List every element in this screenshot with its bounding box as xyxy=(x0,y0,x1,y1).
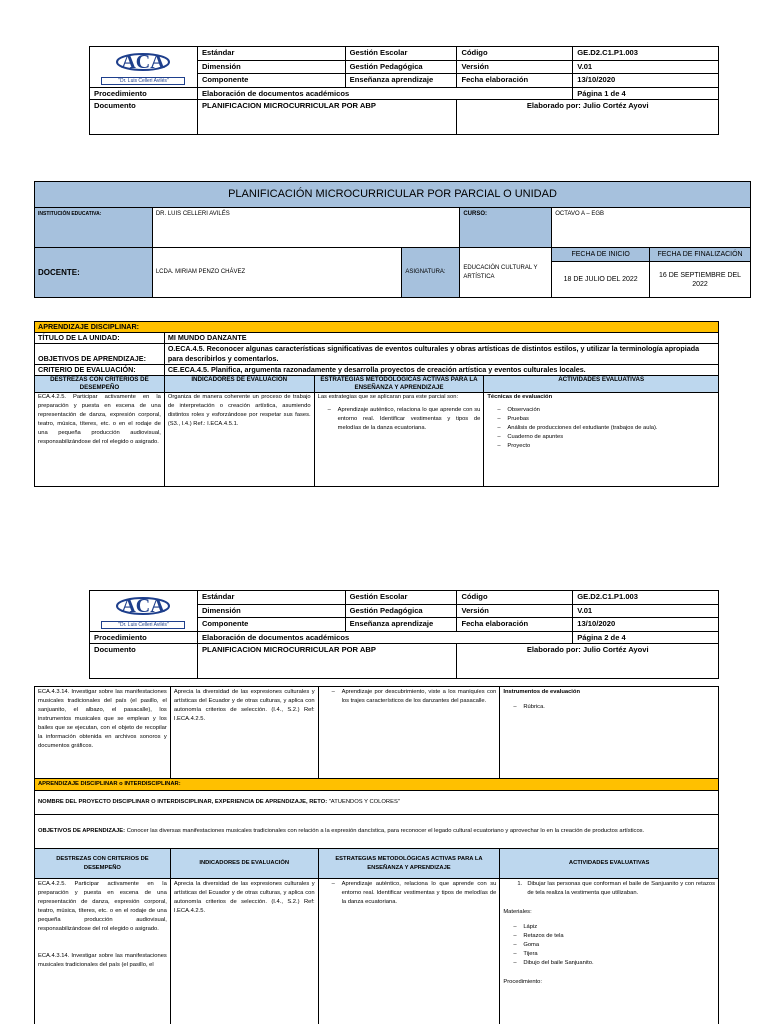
material-item: – Goma xyxy=(513,941,715,950)
destreza-item: ECA.4.2.5. Participar activamente en la preparación y puesta en escena de una representación de danza, expresión corporal, teatro, música, títeres, etc. o en el rodaje de una pequeña producción audiovisual, responsabilizándose del rol elegido o asigrado. xyxy=(38,881,167,932)
estrategia-item: – Aprendizaje auténtico, relaciona lo que aprende con su entorno real. Identificar vestimentas y tipos de melodías de la danza ecuatoriana. xyxy=(328,406,481,433)
codigo-label: Código xyxy=(457,47,573,61)
fecha-elaboracion-value: 13/10/2020 xyxy=(573,74,719,88)
indicador-cell: Aprecia la diversidad de las expresiones culturales y artísticas del Ecuador y de otras culturas, y aplica con autonomía criterios de selección. (I.4., S.2.) Ref: I.ECA.4.2.5. xyxy=(170,879,318,1024)
fecha-inicio-label: FECHA DE INICIO xyxy=(552,248,650,262)
material-item: – Lápiz xyxy=(513,923,715,932)
codigo-value: GE.D2.C1.P1.003 xyxy=(573,591,719,605)
titulo-value: MI MUNDO DANZANTE xyxy=(164,333,718,344)
col-actividades: ACTIVIDADES EVALUATIVAS xyxy=(484,376,719,393)
asignatura-label: ASIGNATURA: xyxy=(402,248,460,298)
col-indicadores: INDICADORES DE EVALUACIÓN xyxy=(164,376,314,393)
page-2-table xyxy=(34,686,719,1024)
version-value: V.01 xyxy=(573,604,719,618)
destreza-cell xyxy=(35,879,171,1024)
material-item: – Tijera xyxy=(513,950,715,959)
aprendizaje-section: APRENDIZAJE DISCIPLINAR: xyxy=(35,322,719,333)
estandar-value: Gestión Escolar xyxy=(345,591,457,605)
col-actividades: ACTIVIDADES EVALUATIVAS xyxy=(500,849,719,879)
destreza-cell: ECA.4.2.5. Participar activamente en la preparación y puesta en escena de una representación de danza, expresión corporal, teatro, música, títeres, etc. o en el rodaje de una pequeña producción audiovisual, responsabilizándose del rol elegido o asigrado. xyxy=(35,393,165,487)
procedimiento-label: Procedimiento xyxy=(90,632,198,644)
procedimiento-value: Elaboración de documentos académicos xyxy=(197,88,572,100)
version-label: Versión xyxy=(457,60,573,74)
tecnicas-label: Técnicas de evaluación xyxy=(487,394,553,400)
dimension-value: Gestión Pedagógica xyxy=(345,604,457,618)
page-number: Página 1 de 4 xyxy=(573,88,719,100)
fecha-elaboracion-value: 13/10/2020 xyxy=(573,618,719,632)
estrategia-item: – Aprendizaje auténtico, relaciona lo que aprende con su entorno real. Identificar vestimentas y tipos de melodías de la danza ecuatoriana. xyxy=(332,880,497,907)
tecnica-item: – Observación xyxy=(497,406,715,415)
estandar-value: Gestión Escolar xyxy=(345,47,457,61)
fecha-inicio-value: 18 DE JULIO DEL 2022 xyxy=(552,262,650,298)
tecnica-item: – Cuaderno de apuntes xyxy=(497,433,715,442)
documento-value: PLANIFICACION MICROCURRICULAR POR ABP xyxy=(197,644,457,679)
document-header-page-1 xyxy=(89,46,719,135)
actividades-cell: 1. Dibujar las personas que conforman el baile de Sanjuanito y con retazos de tela realiza la vestimenta que utilizaban. Materiales: – Lápiz – Retazos de tela – Goma – Tijera – Dibujo del baile Sanjuanito. Procedimiento: xyxy=(500,879,719,1024)
documento-label: Documento xyxy=(90,100,198,135)
componente-value: Enseñanza aprendizaje xyxy=(345,618,457,632)
componente-label: Componente xyxy=(197,618,345,632)
version-label: Versión xyxy=(457,604,573,618)
codigo-label: Código xyxy=(457,591,573,605)
col-destrezas: DESTREZAS CON CRITERIOS DE DESEMPEÑO xyxy=(35,849,171,879)
estrategia-item: – Aprendizaje por descubrimiento, viste a los maniquíes con los trajes característicos de los danzantes del pasacalle. xyxy=(332,688,497,706)
objetivos-label: OBJETIVOS DE APRENDIZAJE: xyxy=(35,344,165,365)
estandar-label: Estándar xyxy=(197,47,345,61)
docente-value: LCDA. MIRIAM PENZO CHÁVEZ xyxy=(152,248,402,298)
objetivos-label: OBJETIVOS DE APRENDIZAJE: xyxy=(38,828,126,834)
instrumentos-label: Instrumentos de evaluación xyxy=(503,689,580,695)
componente-value: Enseñanza aprendizaje xyxy=(345,74,457,88)
col-destrezas: DESTREZAS CON CRITERIOS DE DESEMPEÑO xyxy=(35,376,165,393)
elaborado-por: Elaborado por: Julio Cortéz Ayovi xyxy=(457,644,719,679)
destreza-item: ECA.4.3.14. Investigar sobre las manifestaciones musicales tradicionales del país (el pasillo, el xyxy=(38,953,167,968)
logo-caption: "Dr. Luis Celleri Avilés" xyxy=(101,77,185,85)
indicador-cell: Aprecia la diversidad de las expresiones culturales y artísticas del Ecuador y de otras culturas, y aplica con autonomía criterios de selección. (I.4., S.2.) Ref: I.ECA.4.2.5. xyxy=(170,687,318,779)
document-header-page-2 xyxy=(89,590,719,679)
svg-text:ACA: ACA xyxy=(121,595,166,617)
planificacion-title: PLANIFICACIÓN MICROCURRICULAR POR PARCIAL O UNIDAD xyxy=(35,182,751,208)
tecnica-item: – Pruebas xyxy=(497,415,715,424)
docente-label: DOCENTE: xyxy=(35,248,153,298)
fecha-elaboracion-label: Fecha elaboración xyxy=(457,74,573,88)
tecnica-item: – Análisis de producciones del estudiante (trabajos de aula). xyxy=(497,424,715,433)
instrumento-item: – Rúbrica. xyxy=(513,703,715,712)
material-item: – Dibujo del baile Sanjuanito. xyxy=(513,959,715,968)
criterio-value: CE.ECA.4.5. Planifica, argumenta razonadamente y desarrolla proyectos de creación artística y eventos culturales locales. xyxy=(164,365,718,376)
logo-emblem-icon xyxy=(113,591,173,621)
planificacion-table xyxy=(34,181,751,298)
procedimiento-label: Procedimiento: xyxy=(503,979,542,985)
procedimiento-value: Elaboración de documentos académicos xyxy=(197,632,572,644)
actividades-cell xyxy=(484,393,719,487)
curso-value: OCTAVO A – EGB xyxy=(552,208,751,248)
proyecto-label: NOMBRE DEL PROYECTO DISCIPLINAR O INTERDISCIPLINAR, EXPERIENCIA DE APRENDIZAJE, RETO: xyxy=(38,799,328,805)
indicador-cell: Organiza de manera coherente un proceso de trabajo de interpretación o creación artística, asumiendo distintos roles y esforzándose por respetar sus fases. (S3., I.4.) Ref.: I.ECA.4.5.1. xyxy=(164,393,314,487)
dimension-value: Gestión Pedagógica xyxy=(345,60,457,74)
aprendizaje-interdisciplinar-section: APRENDIZAJE DISCIPLINAR o INTERDISCIPLINAR: xyxy=(35,779,719,791)
estrategia-cell xyxy=(314,393,484,487)
objetivos-value: Conocer las diversas manifestaciones musicales tradicionales con relación a la expresión dancística, para reconocer el legado cultural ecuatoriano y aprovechar lo en la creación de productos artísticos. xyxy=(126,828,645,834)
aprendizaje-table xyxy=(34,321,719,487)
svg-text:ACA: ACA xyxy=(121,51,166,73)
institucion-label: INSTITUCIÓN EDUCATIVA: xyxy=(35,208,153,248)
logo-caption: "Dr. Luis Celleri Avilés" xyxy=(101,621,185,629)
col-estrategias: ESTRATEGIAS METODOLÓGICAS ACTIVAS PARA LA ENSEÑANZA Y APRENDIZAJE xyxy=(318,849,500,879)
objetivos-value: O.ECA.4.5. Reconocer algunas características significativas de eventos culturales y obras artísticas de distintos estilos, y utilizar la terminología apropiada para describirlos y comentarlos. xyxy=(164,344,718,365)
titulo-label: TÍTULO DE LA UNIDAD: xyxy=(35,333,165,344)
col-estrategias: ESTRATEGIAS METODOLÓGICAS ACTIVAS PARA LA ENSEÑANZA Y APRENDIZAJE xyxy=(314,376,484,393)
documento-value: PLANIFICACION MICROCURRICULAR POR ABP xyxy=(197,100,457,135)
fecha-fin-label: FECHA DE FINALIZACIÓN xyxy=(650,248,751,262)
destreza-cell: ECA.4.3.14. Investigar sobre las manifestaciones musicales tradicionales del país (el pasillo, el sanjuanito, el albazo, el pasacalle), los instrumentos musicales que se emplean y los bailes que se ejecutan, con el objeto de recopilar la información obtenida en archivos sonoros y documentos gráficos. xyxy=(35,687,171,779)
criterio-label: CRITERIO DE EVALUACIÓN: xyxy=(35,365,165,376)
version-value: V.01 xyxy=(573,60,719,74)
elaborado-por: Elaborado por: Julio Cortéz Ayovi xyxy=(457,100,719,135)
estandar-label: Estándar xyxy=(197,591,345,605)
materiales-label: Materiales: xyxy=(503,909,532,915)
estrategia-cell xyxy=(318,687,500,779)
institucion-value: DR. LUIS CELLERI AVILÉS xyxy=(152,208,459,248)
fecha-fin-value: 16 DE SEPTIEMBRE DEL 2022 xyxy=(650,262,751,298)
material-item: – Retazos de tela xyxy=(513,932,715,941)
fecha-elaboracion-label: Fecha elaboración xyxy=(457,618,573,632)
dimension-label: Dimensión xyxy=(197,60,345,74)
procedimiento-label: Procedimiento xyxy=(90,88,198,100)
logo-emblem-icon xyxy=(113,47,173,77)
estrategia-cell xyxy=(318,879,500,1024)
school-logo xyxy=(90,47,198,88)
dimension-label: Dimensión xyxy=(197,604,345,618)
codigo-value: GE.D2.C1.P1.003 xyxy=(573,47,719,61)
school-logo xyxy=(90,591,198,632)
col-indicadores: INDICADORES DE EVALUACIÓN xyxy=(170,849,318,879)
curso-label: CURSO: xyxy=(460,208,552,248)
componente-label: Componente xyxy=(197,74,345,88)
tecnica-item: – Proyecto xyxy=(497,442,715,451)
documento-label: Documento xyxy=(90,644,198,679)
proyecto-row xyxy=(35,791,719,815)
estrategia-intro: Las estrategias que se aplicaran para este parcial son: xyxy=(317,394,459,400)
proyecto-value: "ATUENDOS Y COLORES" xyxy=(328,799,400,805)
instrumentos-cell xyxy=(500,687,719,779)
asignatura-value: EDUCACIÓN CULTURAL Y ARTÍSTICA xyxy=(460,248,552,298)
page-number: Página 2 de 4 xyxy=(573,632,719,644)
actividad-item: Dibujar las personas que conforman el baile de Sanjuanito y con retazos de tela realiza la vestimenta que utilizaban. xyxy=(527,881,715,896)
objetivos-row xyxy=(35,815,719,849)
